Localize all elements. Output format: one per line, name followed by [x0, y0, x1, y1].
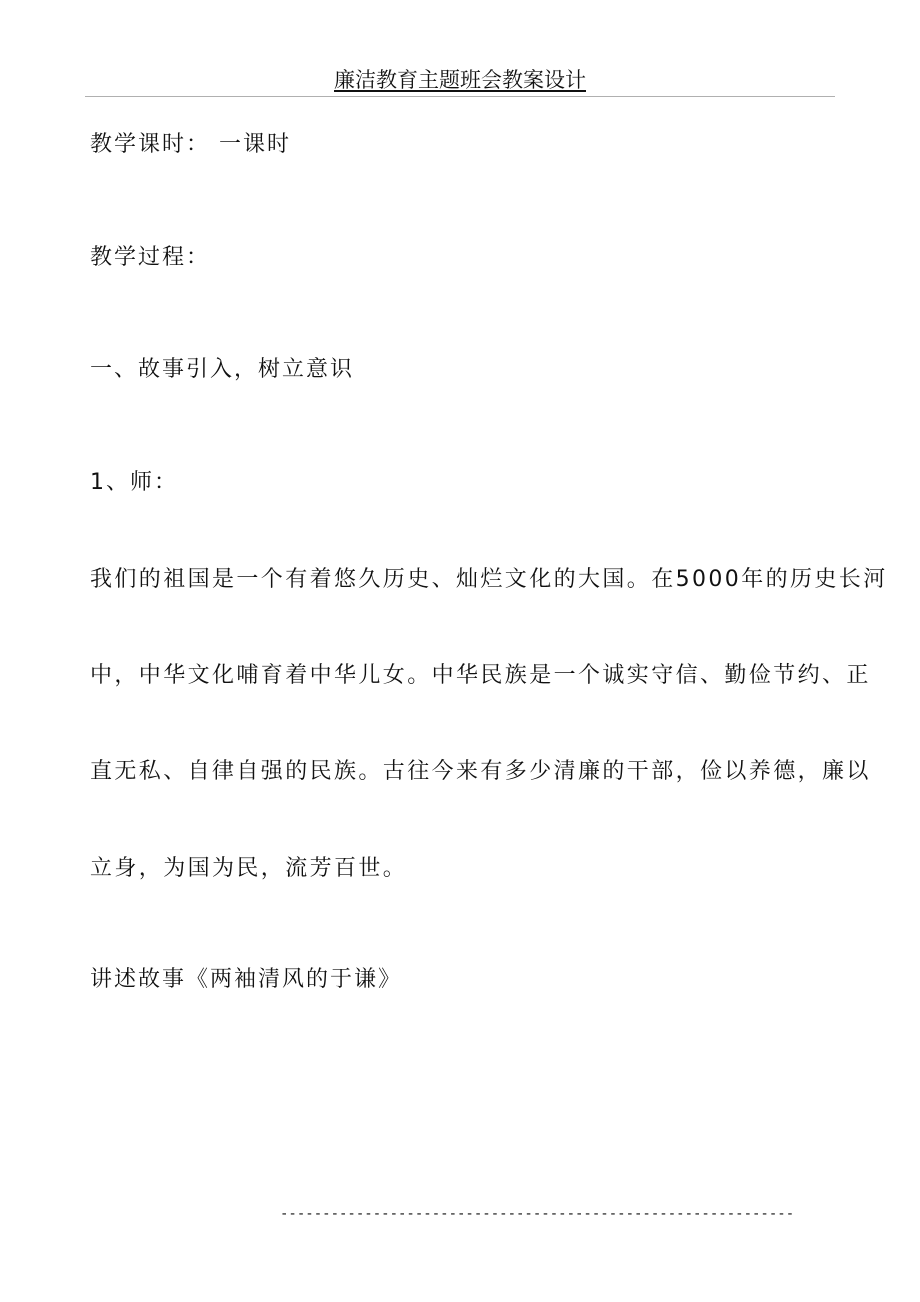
paragraph-line-3: 直无私、自律自强的民族。古往今来有多少清廉的干部，俭以养德，廉以	[90, 759, 871, 784]
item-1-label: 1、师：	[90, 470, 178, 495]
header-divider	[85, 96, 835, 97]
paragraph-line-1: 我们的祖国是一个有着悠久历史、灿烂文化的大国。在5000年的历史长河	[90, 567, 888, 592]
footer-dashed-rule: -------------------------------------------------------------	[280, 1206, 795, 1222]
paragraph-line-2: 中，中华文化哺育着中华儿女。中华民族是一个诚实守信、勤俭节约、正	[90, 663, 871, 688]
paragraph-line-4: 立身，为国为民，流芳百世。	[90, 856, 408, 881]
teaching-process-heading: 教学过程：	[90, 245, 211, 270]
story-line: 讲述故事《两袖清风的于谦》	[90, 967, 403, 992]
section-1-heading: 一、故事引入，树立意识	[90, 357, 355, 382]
class-hours-line: 教学课时： 一课时	[90, 132, 291, 157]
page-header-title: 廉洁教育主题班会教案设计	[334, 68, 586, 92]
